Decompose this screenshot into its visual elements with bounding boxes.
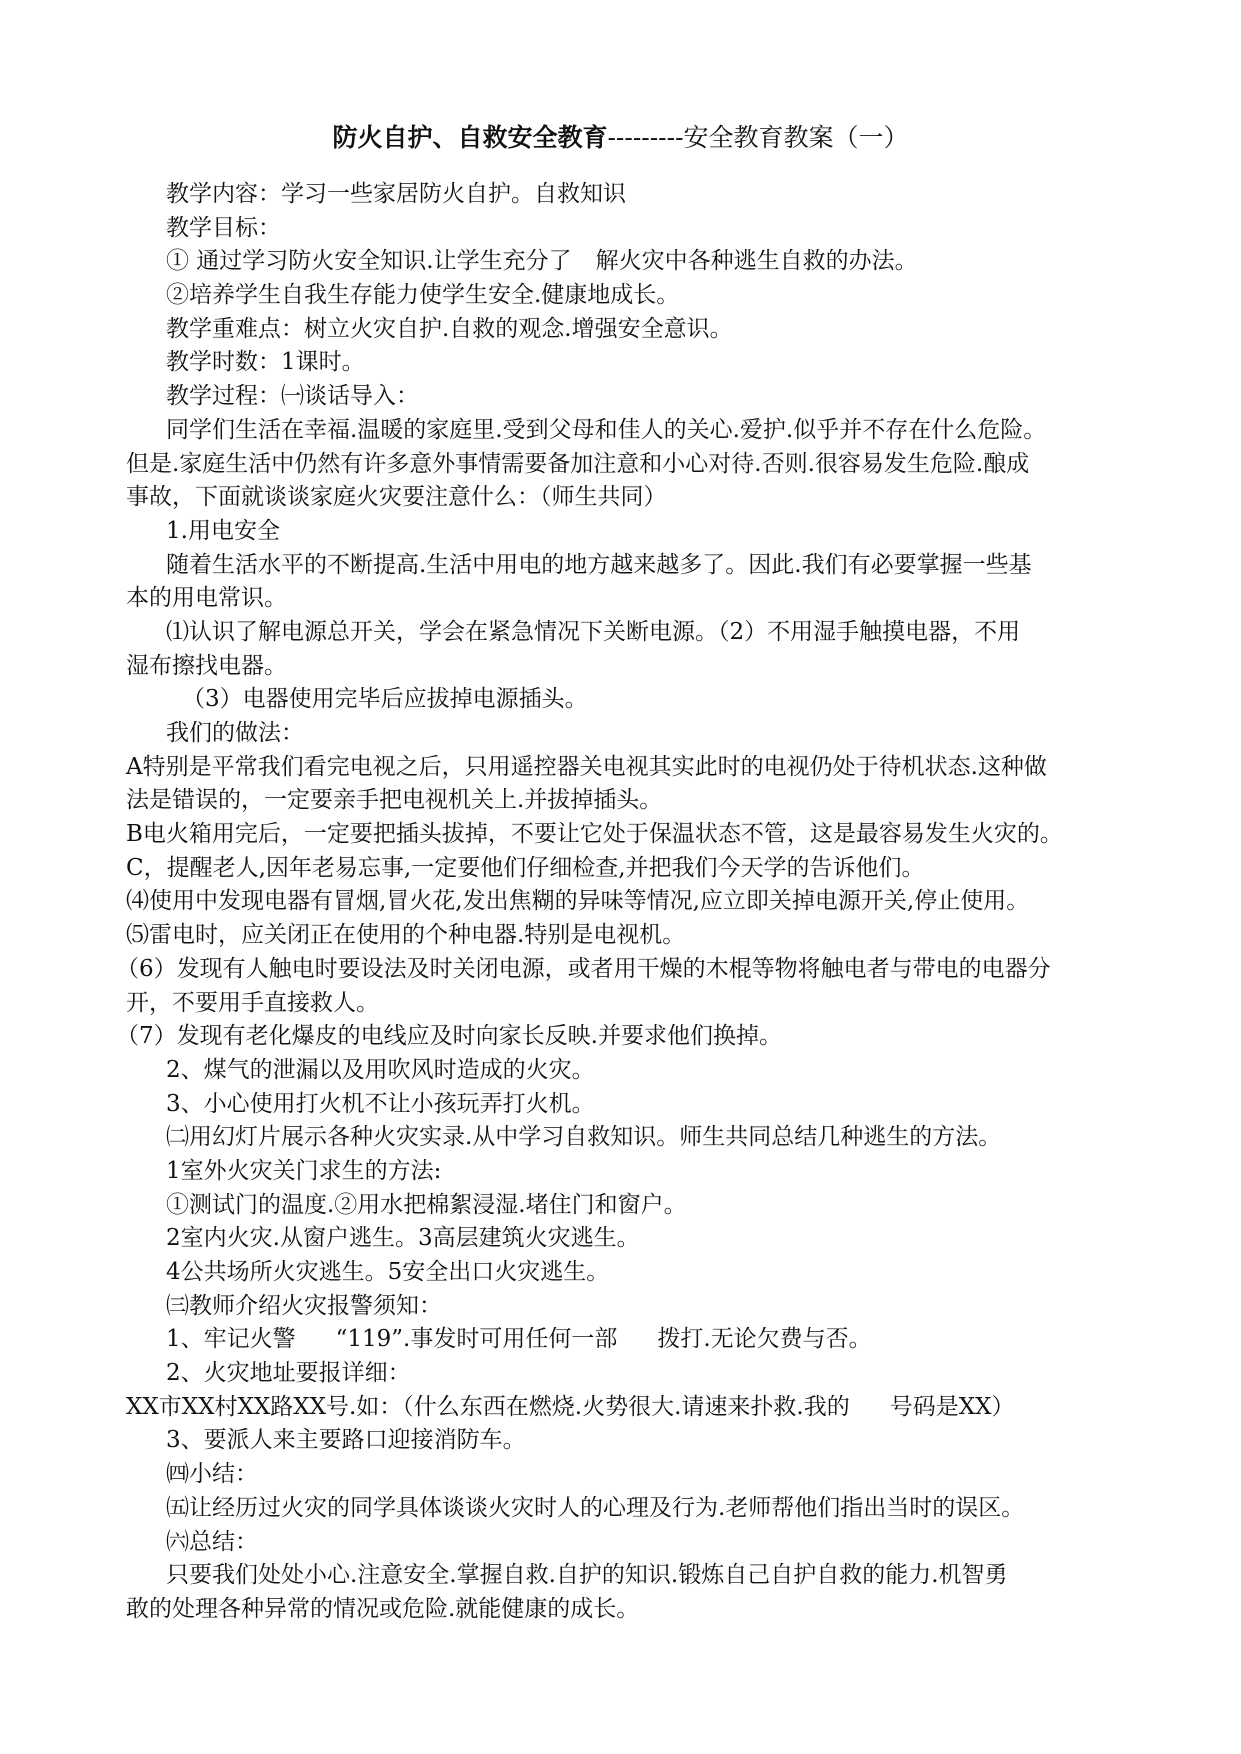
paragraph-line: （3）电器使用完毕后应拔掉电源插头。 xyxy=(182,686,588,713)
paragraph-line: 教学目标： xyxy=(166,214,281,241)
paragraph-line: 教学过程：㈠谈话导入： xyxy=(166,383,419,410)
paragraph-line: 只要我们处处小心.注意安全.掌握自救.自护的知识.锻炼自己自护自救的能力.机智勇 xyxy=(166,1562,1008,1589)
paragraph-line: ㈢教师介绍火灾报警须知： xyxy=(166,1292,442,1319)
document-body xyxy=(116,178,1126,1627)
paragraph-line: ①测试门的温度.②用水把棉絮浸湿.堵住门和窗户。 xyxy=(166,1191,687,1218)
paragraph-line: C，提醒老人,因年老易忘事,一定要他们仔细检查,并把我们今天学的告诉他们。 xyxy=(126,854,925,881)
paragraph-line: 2室内火灾.从窗户逃生。3高层建筑火灾逃生。 xyxy=(166,1225,640,1252)
paragraph-line: ㈡用幻灯片展示各种火灾实录.从中学习自救知识。师生共同总结几种逃生的方法。 xyxy=(166,1124,1002,1151)
paragraph-line: 我们的做法： xyxy=(166,720,304,746)
document-title xyxy=(0,118,1241,158)
paragraph-line: 湿布擦找电器。 xyxy=(126,652,287,679)
paragraph-line: 1室外火灾关门求生的方法: xyxy=(166,1157,442,1184)
title-sub: 安全教育教案（一） xyxy=(683,123,909,152)
paragraph-line: 教学时数：1课时。 xyxy=(166,349,365,376)
paragraph-line: 4公共场所火灾逃生。5安全出口火灾逃生。 xyxy=(166,1259,610,1285)
paragraph-line: （7）发现有老化爆皮的电线应及时向家长反映.并要求他们换掉。 xyxy=(116,1023,782,1050)
paragraph-line: A特别是平常我们看完电视之后，只用遥控器关电视其实此时的电视仍处于待机状态.这种做 xyxy=(126,753,1047,780)
paragraph-line: 3、小心使用打火机不让小孩玩弄打火机。 xyxy=(166,1090,595,1117)
paragraph-line: XX市XX村XX路XX号.如：（什么东西在燃烧.火势很大.请速来扑救.我的 号码是XX） xyxy=(126,1393,1015,1420)
paragraph-line: 法是错误的，一定要亲手把电视机关上.并拔掉插头。 xyxy=(126,787,663,814)
section-heading: 1.用电安全 xyxy=(166,517,280,544)
paragraph-line: 开，不要用手直接救人。 xyxy=(126,989,379,1016)
paragraph-line: 3、要派人来主要路口迎接消防车。 xyxy=(166,1427,526,1454)
paragraph-line: 教学重难点：树立火灾自护.自救的观念.增强安全意识。 xyxy=(166,315,733,342)
paragraph-line: ㈤让经历过火灾的同学具体谈谈火灾时人的心理及行为.老师帮他们指出当时的误区。 xyxy=(166,1494,1025,1521)
paragraph-line: 2、煤气的泄漏以及用吹风时造成的火灾。 xyxy=(166,1056,595,1083)
paragraph-line: ㈣小结： xyxy=(166,1461,258,1488)
paragraph-line: 随着生活水平的不断提高.生活中用电的地方越来越多了。因此.我们有必要掌握一些基 xyxy=(166,551,1032,578)
paragraph-line: 本的用电常识。 xyxy=(126,585,287,612)
paragraph-line: B电火箱用完后，一定要把插头拔掉，不要让它处于保温状态不管，这是最容易发生火灾的。 xyxy=(126,821,1063,848)
paragraph-line: 敢的处理各种异常的情况或危险.就能健康的成长。 xyxy=(126,1595,640,1622)
paragraph-line: ① 通过学习防火安全知识.让学生充分了 解火灾中各种逃生自救的办法。 xyxy=(166,248,918,275)
paragraph-line: ⑷使用中发现电器有冒烟,冒火花,发出焦糊的异味等情况,应立即关掉电源开关,停止使用。 xyxy=(126,888,1030,915)
paragraph-line: 1、牢记火警 “119”.事发时可用任何一部 拨打.无论欠费与否。 xyxy=(166,1326,872,1353)
paragraph-line: ②培养学生自我生存能力使学生安全.健康地成长。 xyxy=(166,282,680,309)
paragraph-line: ㈥总结： xyxy=(166,1528,258,1555)
paragraph-line: 但是.家庭生活中仍然有许多意外事情需要备加注意和小心对待.否则.很容易发生危险.酿成 xyxy=(126,450,1030,477)
title-main: 防火自护、自救安全教育 xyxy=(332,123,608,152)
paragraph-line: ⑸雷电时，应关闭正在使用的个种电器.特别是电视机。 xyxy=(126,922,686,949)
paragraph-line: 教学内容：学习一些家居防火自护。自救知识 xyxy=(166,181,626,207)
paragraph-line: 事故，下面就谈谈家庭火灾要注意什么：（师生共同） xyxy=(126,484,667,511)
paragraph-line: ⑴认识了解电源总开关，学会在紧急情况下关断电源。（2）不用湿手触摸电器，不用 xyxy=(166,618,1021,645)
paragraph-line: 同学们生活在幸福.温暖的家庭里.受到父母和佳人的关心.爱护.似乎并不存在什么危险。 xyxy=(166,416,1047,443)
paragraph-line: 2、火灾地址要报详细： xyxy=(166,1360,411,1387)
title-dashes: --------- xyxy=(607,123,684,152)
paragraph-line: （6）发现有人触电时要设法及时关闭电源，或者用干燥的木棍等物将触电者与带电的电器分 xyxy=(116,955,1051,982)
